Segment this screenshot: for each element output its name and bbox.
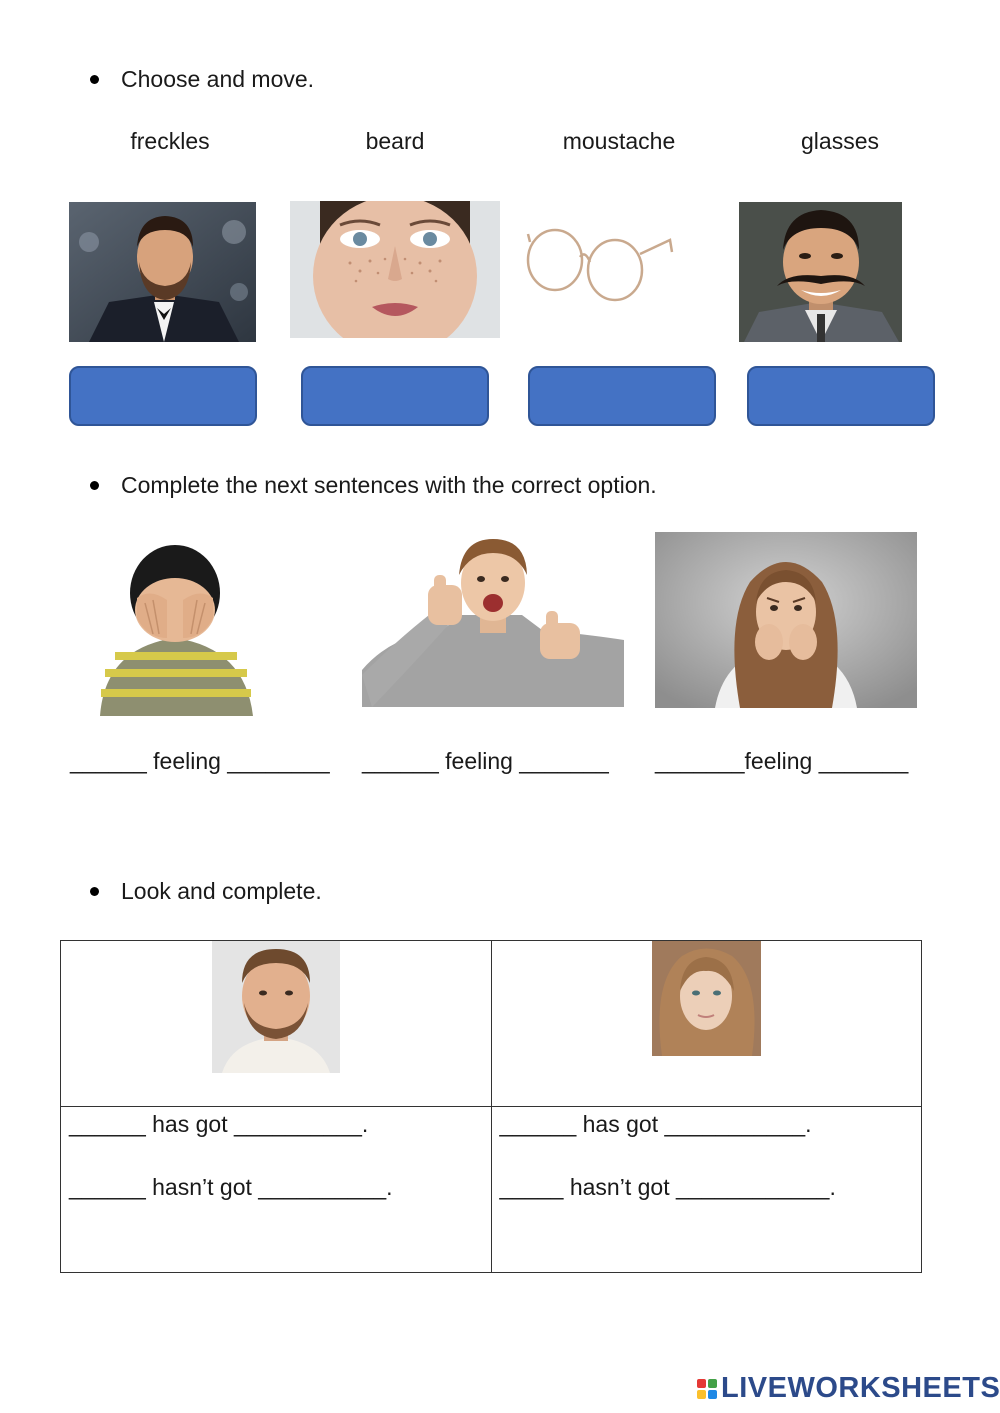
sentence-2: ______ feeling _______ — [362, 748, 609, 774]
cell-man-photo — [61, 941, 492, 1107]
man-has-got-line: ______ has got __________. — [69, 1111, 369, 1137]
liveworksheets-logo — [697, 1372, 1000, 1405]
sentence-3: _______feeling _______ — [655, 748, 909, 774]
word-beard[interactable]: beard — [365, 128, 425, 154]
cell-girl-photo — [491, 941, 922, 1107]
logo-square-yellow — [697, 1390, 706, 1399]
photo-boy-covering-eyes — [95, 538, 257, 716]
word-glasses[interactable]: glasses — [801, 128, 879, 154]
logo-text: LIVEWORKSHEETS — [721, 1372, 1000, 1404]
logo-mark-icon — [697, 1379, 717, 1399]
instruction-look-complete — [90, 878, 322, 905]
sentence-1: ______ feeling ________ — [70, 748, 330, 774]
instruction-text: Choose and move. — [121, 66, 315, 92]
photo-man-with-beard — [69, 202, 256, 342]
answer-box-4[interactable] — [747, 366, 935, 426]
bullet-dot — [90, 75, 99, 84]
answer-box-3[interactable] — [528, 366, 716, 426]
photo-glasses — [522, 212, 677, 307]
logo-square-blue — [708, 1390, 717, 1399]
answer-box-1[interactable] — [69, 366, 257, 426]
bullet-dot — [90, 481, 99, 490]
photo-woman-thumbs-up — [362, 535, 624, 707]
man-hasnt-got-line: ______ hasn’t got __________. — [69, 1174, 393, 1200]
photo-girl-anxious — [655, 532, 917, 708]
logo-square-red — [697, 1379, 706, 1388]
photo-man-with-moustache — [739, 202, 902, 342]
photo-girl-portrait — [652, 941, 761, 1056]
look-complete-table — [60, 940, 922, 1273]
word-freckles[interactable]: freckles — [130, 128, 210, 154]
photo-woman-with-freckles — [290, 201, 500, 338]
cell-man-sentences — [61, 1107, 492, 1273]
girl-hasnt-got-line: _____ hasn’t got ____________. — [499, 1174, 836, 1200]
photo-man-portrait — [212, 941, 340, 1073]
instruction-text: Look and complete. — [121, 878, 322, 904]
instruction-choose — [90, 66, 314, 93]
answer-box-2[interactable] — [301, 366, 489, 426]
cell-girl-sentences — [491, 1107, 922, 1273]
instruction-complete-sentences — [90, 472, 657, 499]
word-moustache[interactable]: moustache — [562, 128, 676, 154]
logo-square-green — [708, 1379, 717, 1388]
girl-has-got-line: ______ has got ___________. — [499, 1111, 812, 1137]
instruction-text: Complete the next sentences with the correct option. — [121, 472, 657, 498]
bullet-dot — [90, 887, 99, 896]
